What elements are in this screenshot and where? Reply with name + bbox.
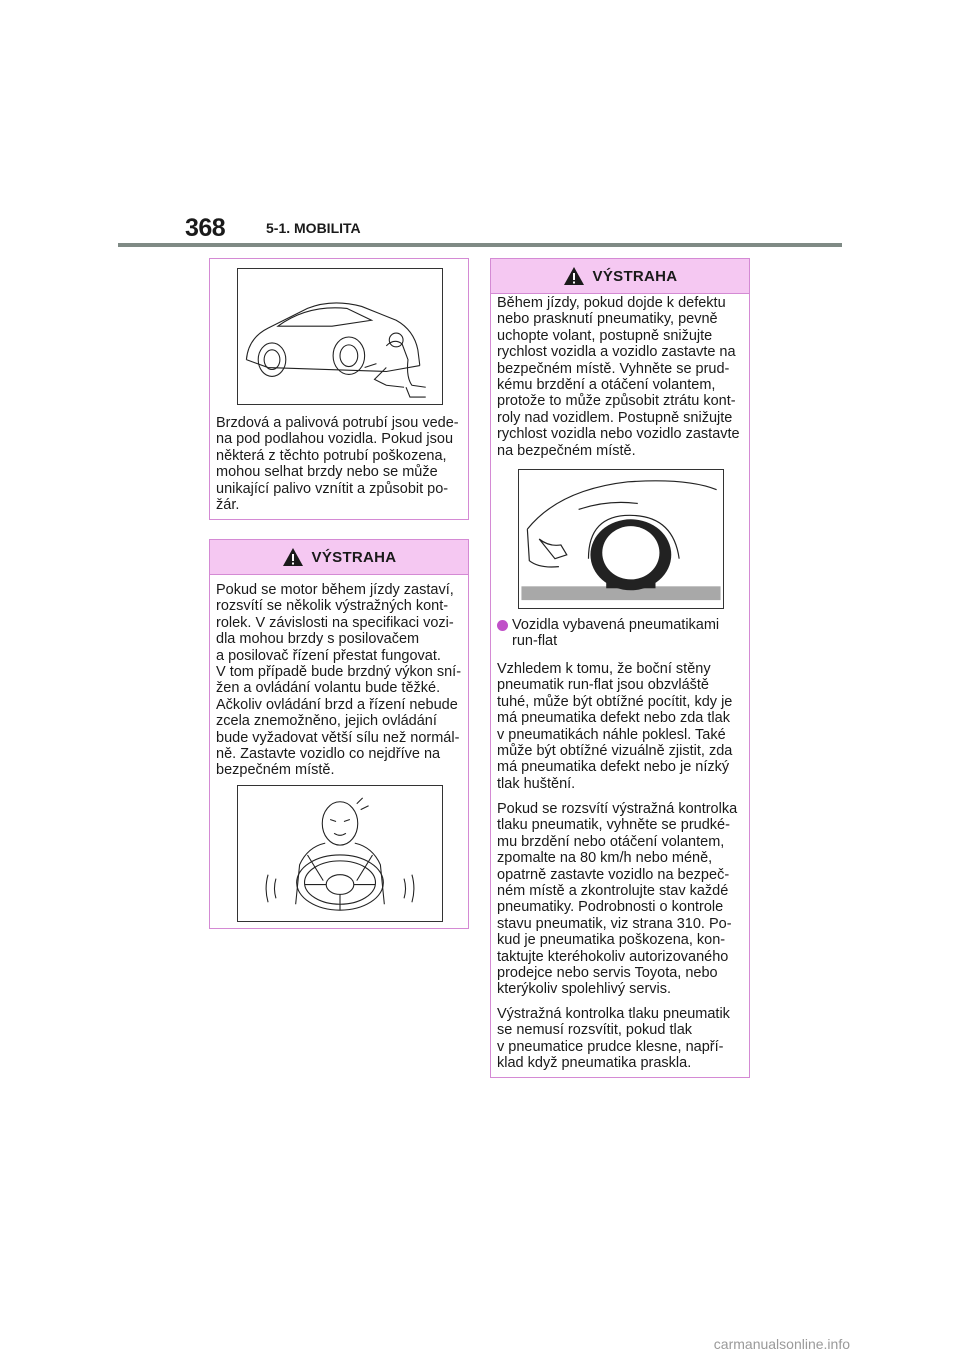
engine-stall-warning-text: Pokud se motor během jízdy zastaví, rozsvítí se několik výstražných kont- rolek. V závislosti na specifikaci vozi- dla mohou brzdy s posilovačem a posilovač řízení přestat fungovat. V tom případě bude brzdný výkon sní- žen a ovládání volantu bude těžké. Ačkoliv ovládání brzd a řízení nebude zcela znemožněno, jejich ovládání bude vyžadovat větší sílu než normál- ně. Zastavte vozidlo co nejdříve na bezpečném místě. xyxy=(216,582,462,779)
run-flat-paragraph-1: Vzhledem k tomu, že boční stěny pneumatik run-flat jsou obzvláště tuhé, může být obtížné pocítit, kdy je má pneumatika defekt nebo zda tlak v pneumatikách náhle poklesl. Také může být obtížné vizuálně zjistit, zda má pneumatika defekt nebo je nízký tlak huštění. xyxy=(497,661,733,792)
run-flat-paragraph-3: Výstražná kontrolka tlaku pneumatik se nemusí rozsvítit, pokud tlak v pneumatice prudce klesne, napří- klad když pneumatika praskla. xyxy=(497,1006,730,1072)
run-flat-bullet-label: Vozidla vybavená pneumatikami run-flat xyxy=(512,617,720,650)
warning-header xyxy=(210,540,468,575)
bullet-dot-icon xyxy=(497,620,508,631)
run-flat-bullet xyxy=(497,617,747,650)
driver-steering-illustration xyxy=(237,785,443,922)
car-inspection-drawing xyxy=(238,269,442,404)
page-number: 368 xyxy=(185,214,226,242)
run-flat-tire-illustration xyxy=(518,469,724,609)
warning-triangle-icon xyxy=(282,547,304,567)
fuel-line-warning-text: Brzdová a palivová potrubí jsou vede- na pod podlahou vozidla. Pokud jsou některá z těchto potrubí poškozena, mohou selhat brzdy nebo se může unikající palivo vznítit a způsobit po- žár. xyxy=(216,415,459,514)
tire-burst-warning-text: Během jízdy, pokud dojde k defektu nebo prasknutí pneumatiky, pevně uchopte volant, postupně snižujte rychlost vozidla a vozidlo zastavte na bezpečném místě. Vyhněte se prud- kému brzdění a otáčení volantem, protože to může způsobit ztrátu kont- roly nad vozidlem. Postupně snižujte rychlost vozidla nebo vozidlo zastavte na bezpečném místě. xyxy=(497,295,740,459)
section-title: 5-1. MOBILITA xyxy=(266,220,361,236)
warning-title: VÝSTRAHA xyxy=(311,548,397,566)
flat-tire-drawing xyxy=(519,470,723,608)
site-watermark: carmanualsonline.info xyxy=(713,1336,850,1352)
fuel-line-info-box xyxy=(209,258,469,520)
engine-stall-warning-box xyxy=(209,539,469,929)
driver-wheel-drawing xyxy=(238,786,442,921)
warning-triangle-icon xyxy=(563,266,585,286)
tire-burst-warning-box xyxy=(490,258,750,1078)
run-flat-paragraph-2: Pokud se rozsvítí výstražná kontrolka tlaku pneumatik, vyhněte se prudké- mu brzdění nebo otáčení volantem, zpomalte na 80 km/h nebo méně, opatrně zastavte vozidlo na bezpeč- ném místě a zkontrolujte stav každé pneumatiky. Podrobnosti o kontrole stavu pneumatik, viz strana 310. Po- kud je pneumatika poškozena, kon- taktujte kteréhokoliv autorizovaného prodejce nebo servis Toyota, nebo kterýkoliv spolehlivý servis. xyxy=(497,801,738,998)
car-underside-illustration xyxy=(237,268,443,405)
warning-title: VÝSTRAHA xyxy=(592,267,678,285)
warning-header xyxy=(491,259,749,294)
header-rule xyxy=(118,243,842,247)
